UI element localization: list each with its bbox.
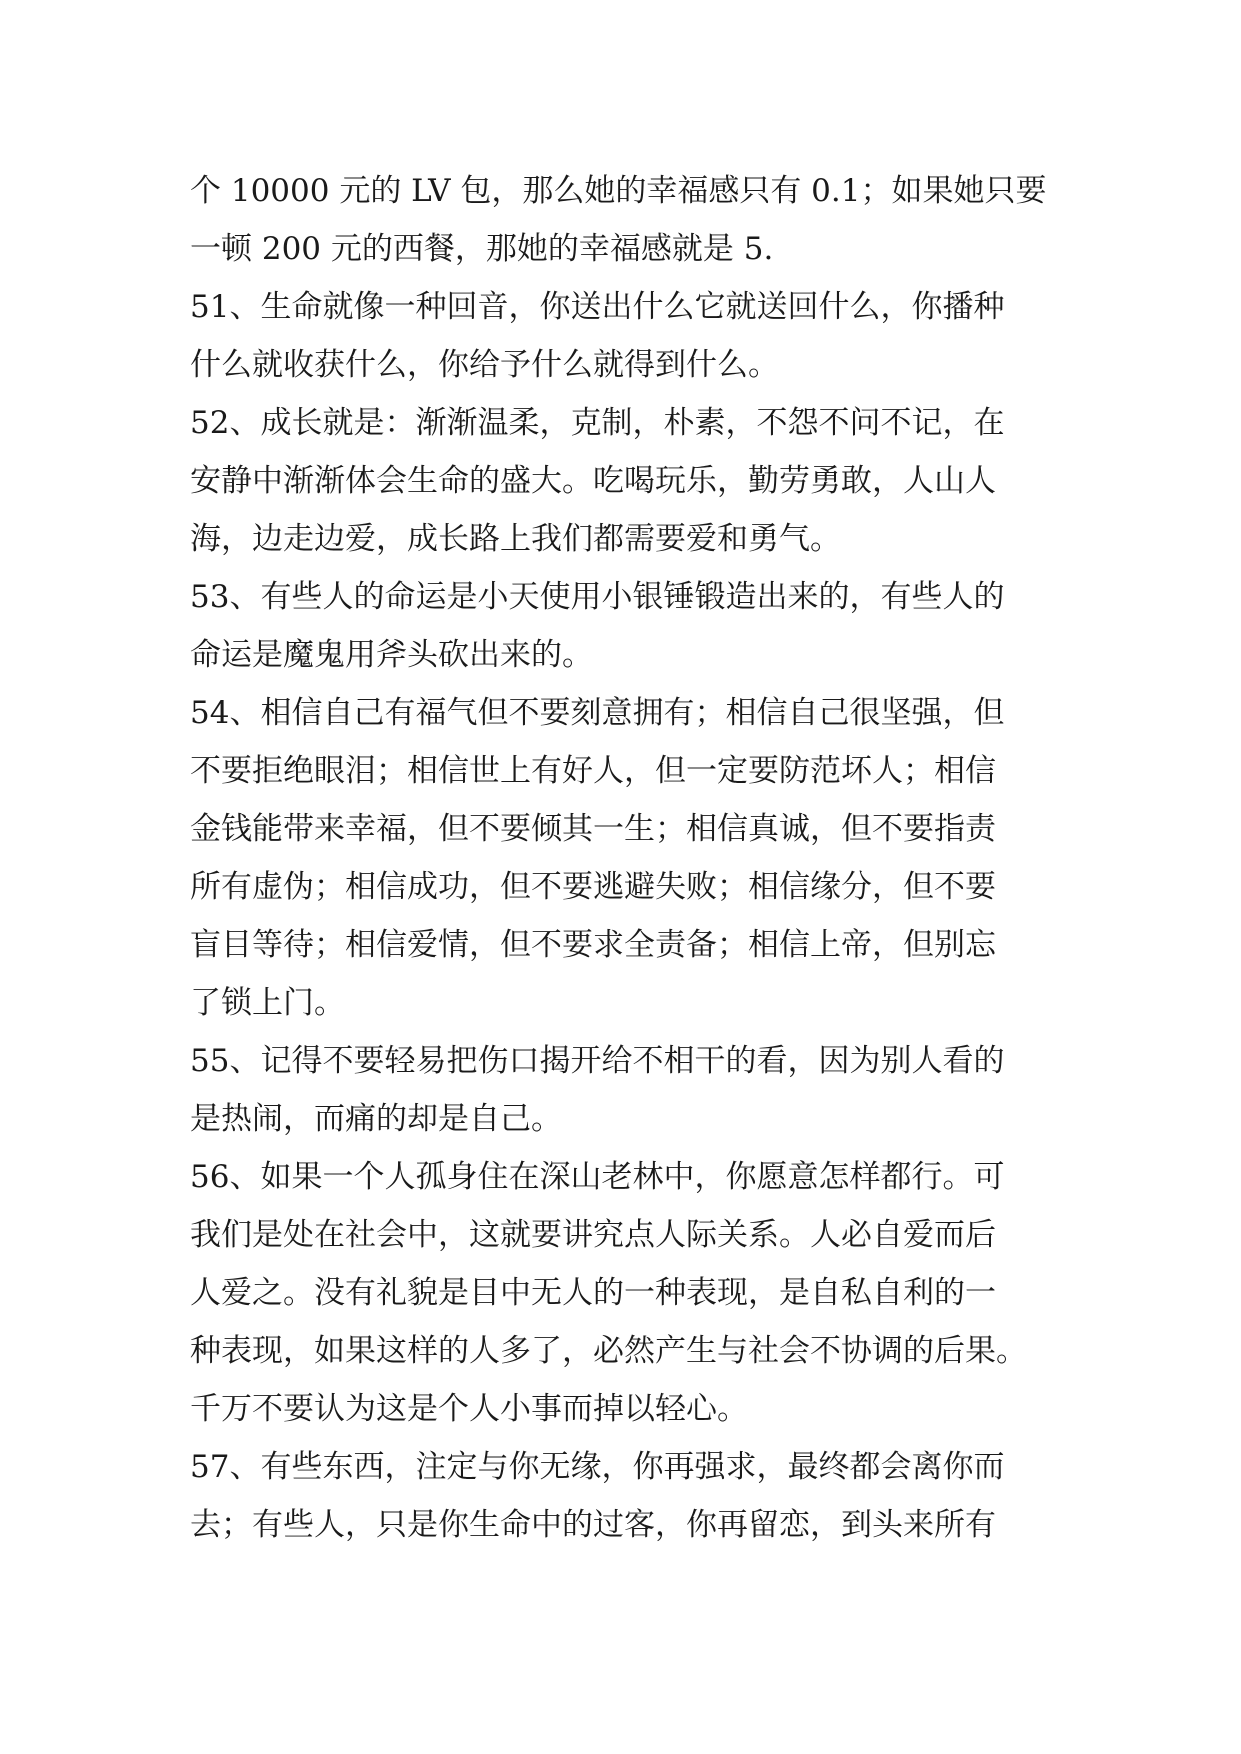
text-line: 一顿 200 元的西餐，那她的幸福感就是 5. — [190, 231, 774, 267]
text-line: 我们是处在社会中，这就要讲究点人际关系。人必自爱而后 — [190, 1217, 996, 1253]
document-body — [190, 162, 1056, 1554]
paragraph-57 — [190, 1438, 1056, 1554]
paragraph-55 — [190, 1032, 1056, 1148]
text-line: 种表现，如果这样的人多了，必然产生与社会不协调的后果。 — [190, 1333, 1027, 1369]
text-line: 52、成长就是：渐渐温柔，克制，朴素，不怨不问不记，在 — [190, 405, 1005, 441]
paragraph-51 — [190, 278, 1056, 394]
paragraph-54 — [190, 684, 1056, 1032]
text-line: 53、有些人的命运是小天使用小银锤锻造出来的，有些人的 — [190, 579, 1005, 615]
text-line: 不要拒绝眼泪；相信世上有好人，但一定要防范坏人；相信 — [190, 753, 996, 789]
paragraph-53 — [190, 568, 1056, 684]
text-line: 56、如果一个人孤身住在深山老林中，你愿意怎样都行。可 — [190, 1159, 1005, 1195]
text-line: 个 10000 元的 LV 包，那么她的幸福感只有 0.1；如果她只要 — [190, 173, 1047, 209]
text-line: 55、记得不要轻易把伤口揭开给不相干的看，因为别人看的 — [190, 1043, 1005, 1079]
paragraph-56 — [190, 1148, 1056, 1438]
text-line: 57、有些东西，注定与你无缘，你再强求，最终都会离你而 — [190, 1449, 1005, 1485]
text-line: 千万不要认为这是个人小事而掉以轻心。 — [190, 1391, 748, 1427]
text-line: 人爱之。没有礼貌是目中无人的一种表现，是自私自利的一 — [190, 1275, 996, 1311]
paragraph-continued — [190, 162, 1056, 278]
text-line: 51、生命就像一种回音，你送出什么它就送回什么，你播种 — [190, 289, 1005, 325]
text-line: 了锁上门。 — [190, 985, 345, 1021]
text-line: 什么就收获什么，你给予什么就得到什么。 — [190, 347, 779, 383]
text-line: 安静中渐渐体会生命的盛大。吃喝玩乐，勤劳勇敢，人山人 — [190, 463, 996, 499]
text-line: 是热闹，而痛的却是自己。 — [190, 1101, 562, 1137]
text-line: 命运是魔鬼用斧头砍出来的。 — [190, 637, 593, 673]
text-line: 盲目等待；相信爱情，但不要求全责备；相信上帝，但别忘 — [190, 927, 996, 963]
text-line: 所有虚伪；相信成功，但不要逃避失败；相信缘分，但不要 — [190, 869, 996, 905]
paragraph-52 — [190, 394, 1056, 568]
text-line: 金钱能带来幸福，但不要倾其一生；相信真诚，但不要指责 — [190, 811, 996, 847]
text-line: 海，边走边爱，成长路上我们都需要爱和勇气。 — [190, 521, 841, 557]
text-line: 54、相信自己有福气但不要刻意拥有；相信自己很坚强，但 — [190, 695, 1005, 731]
text-line: 去；有些人，只是你生命中的过客，你再留恋，到头来所有 — [190, 1507, 996, 1543]
